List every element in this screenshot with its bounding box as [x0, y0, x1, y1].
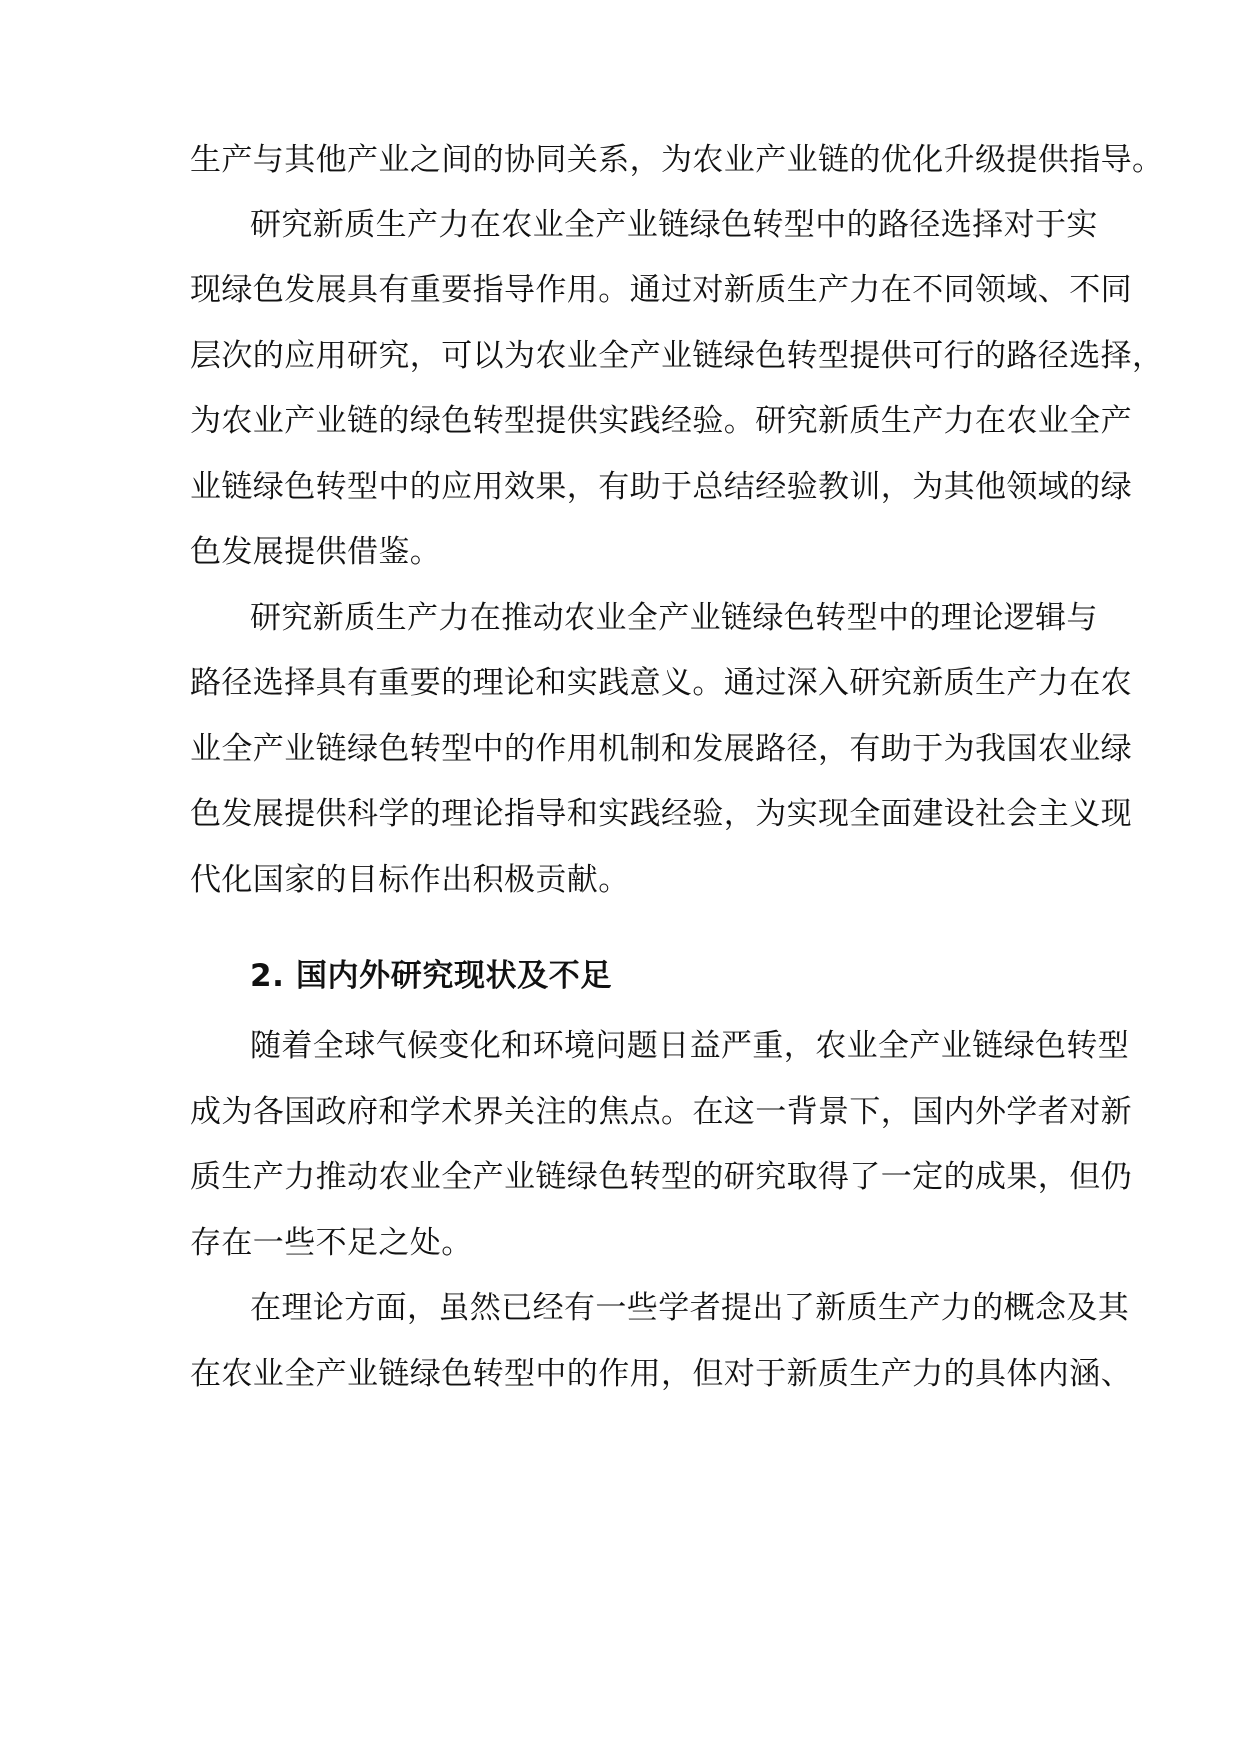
text-line: 业链绿色转型中的应用效果，有助于总结经验教训，为其他领域的绿	[190, 469, 1132, 505]
text-line: 在理论方面，虽然已经有一些学者提出了新质生产力的概念及其	[250, 1290, 1130, 1326]
text-line: 色发展提供科学的理论指导和实践经验，为实现全面建设社会主义现	[190, 796, 1132, 832]
text-line: 为农业产业链的绿色转型提供实践经验。研究新质生产力在农业全产	[190, 403, 1132, 439]
text-line: 色发展提供借鉴。	[190, 534, 442, 570]
text-line: 在农业全产业链绿色转型中的作用，但对于新质生产力的具体内涵、	[190, 1356, 1132, 1392]
text-line: 存在一些不足之处。	[190, 1225, 473, 1261]
text-line: 业全产业链绿色转型中的作用机制和发展路径，有助于为我国农业绿	[190, 731, 1132, 767]
text-line: 生产与其他产业之间的协同关系，为农业产业链的优化升级提供指导。	[190, 142, 1164, 178]
text-line: 层次的应用研究，可以为农业全产业链绿色转型提供可行的路径选择，	[190, 338, 1164, 374]
text-line: 研究新质生产力在推动农业全产业链绿色转型中的理论逻辑与	[250, 600, 1098, 636]
text-line: 现绿色发展具有重要指导作用。通过对新质生产力在不同领域、不同	[190, 272, 1132, 308]
text-line: 质生产力推动农业全产业链绿色转型的研究取得了一定的成果，但仍	[190, 1159, 1132, 1195]
text-line: 成为各国政府和学术界关注的焦点。在这一背景下，国内外学者对新	[190, 1094, 1132, 1130]
text-line: 路径选择具有重要的理论和实践意义。通过深入研究新质生产力在农	[190, 665, 1132, 701]
text-line: 代化国家的目标作出积极贡献。	[190, 862, 630, 898]
text-line: 随着全球气候变化和环境问题日益严重，农业全产业链绿色转型	[250, 1028, 1130, 1064]
section-heading: 2. 国内外研究现状及不足	[250, 958, 612, 994]
text-line: 研究新质生产力在农业全产业链绿色转型中的路径选择对于实	[250, 207, 1098, 243]
